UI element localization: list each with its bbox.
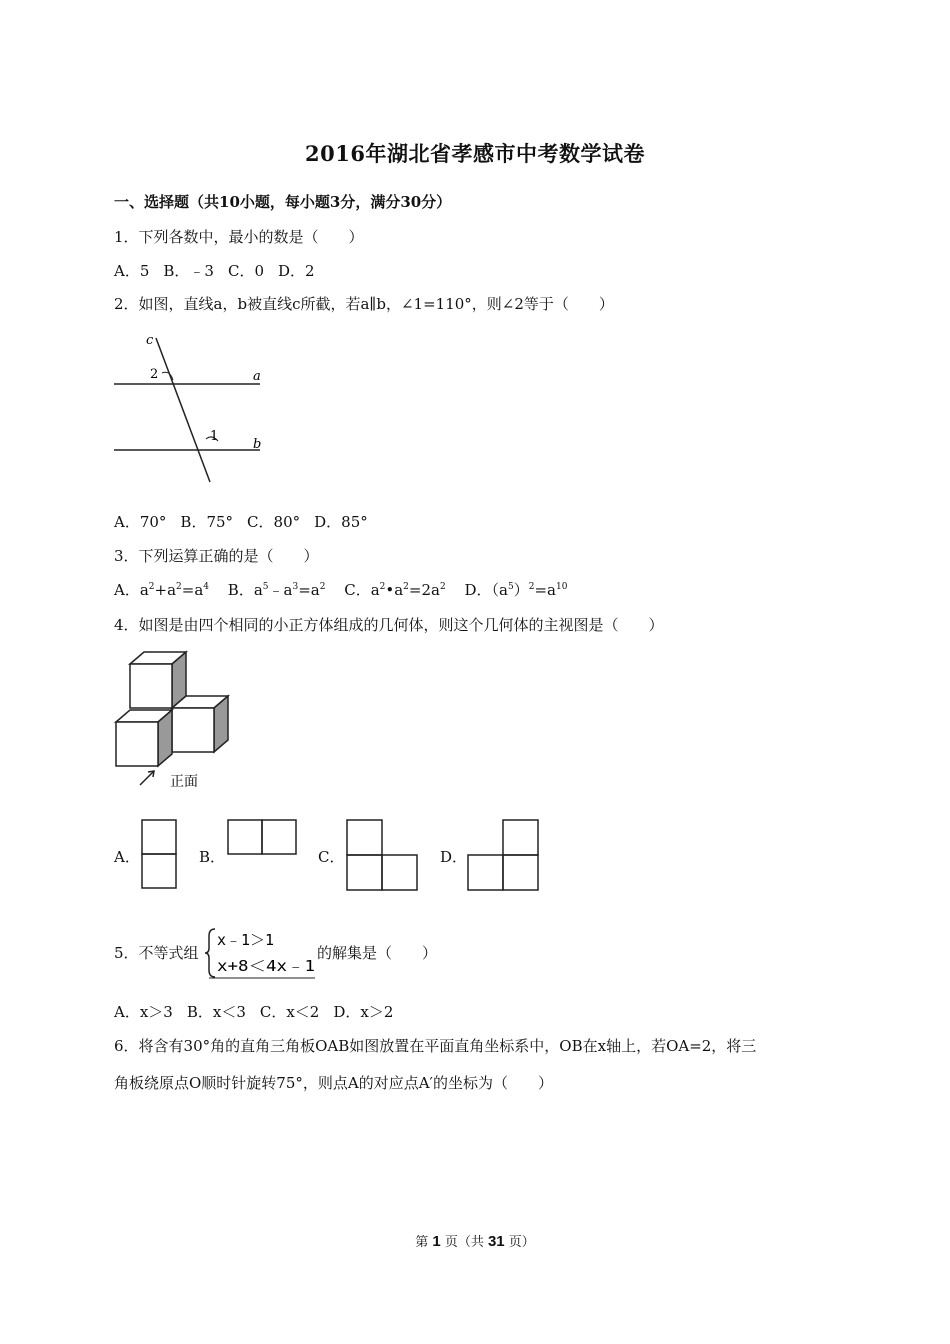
- label-b: b: [253, 437, 262, 452]
- q4-option-d-view: [466, 818, 542, 892]
- q5-option-b: B．x＜3: [186, 1003, 246, 1021]
- q5-option-d: D．x＞2: [333, 1003, 394, 1021]
- q5-stem-prefix: 5．不等式组: [114, 944, 199, 962]
- q3-option-b: B．$a^5﹣a^3=a^2$: [227, 581, 326, 599]
- q1-option-d: D．2: [278, 262, 315, 280]
- label-c: c: [146, 333, 154, 348]
- q2-option-a: A．70°: [114, 513, 167, 531]
- page-number: 1: [432, 1233, 441, 1250]
- q4-option-a-label: A．: [114, 848, 140, 866]
- q5-option-c: C．x＜2: [259, 1003, 320, 1021]
- left-brace: [205, 929, 215, 977]
- q3-option-c: C．$a^2•a^2=2a^2$: [344, 581, 446, 599]
- q1-options: [114, 260, 329, 281]
- q1-option-c: C．0: [227, 262, 264, 280]
- inequality-2: x+8＜4x﹣1: [217, 957, 315, 975]
- front-label: 正面: [170, 773, 198, 789]
- page-total: 31: [487, 1233, 505, 1250]
- parallel-lines-figure: [110, 330, 270, 490]
- q4-option-a-view: [140, 818, 180, 892]
- page-footer: 第 1 页（共 31 页）: [415, 1233, 535, 1250]
- label-a: a: [253, 369, 261, 384]
- q2-option-c: C．80°: [247, 513, 301, 531]
- line-c: [156, 338, 210, 482]
- q4-option-b-label: B．: [199, 848, 226, 866]
- q2-option-b: B．75°: [180, 513, 234, 531]
- q4-option-c-view: [345, 818, 421, 892]
- q5-option-a: A．x＞3: [114, 1003, 173, 1021]
- q5-stem-suffix: 的解集是（ ）: [317, 944, 438, 962]
- q6-line1: 6．将含有30°角的直角三角板OAB如图放置在平面直角坐标系中，OB在x轴上，若OA=2，将三: [114, 1037, 757, 1055]
- front-arrow: [140, 771, 154, 785]
- label-angle2: 2: [150, 367, 159, 382]
- q1-stem: 1．下列各数中，最小的数是（ ）: [114, 228, 364, 246]
- q2-option-d: D．85°: [314, 513, 368, 531]
- q4-stem: 4．如图是由四个相同的小正方体组成的几何体，则这个几何体的主视图是（ ）: [114, 616, 664, 634]
- q4-option-b-view: [226, 818, 300, 858]
- inequality-1: x﹣1＞1: [217, 931, 275, 949]
- q3-option-d: D．$(a^5)^2=a^{10}$: [464, 581, 568, 599]
- q3-stem: 3．下列运算正确的是（ ）: [114, 547, 319, 565]
- page-title: 2016年湖北省孝感市中考数学试卷: [305, 141, 645, 166]
- q1-option-b: B．﹣3: [163, 262, 214, 280]
- section-heading: 一、选择题（共10小题，每小题3分，满分30分）: [114, 193, 452, 211]
- q3-options: [114, 579, 581, 600]
- q3-option-a: A．$a^2+a^2=a^4$: [114, 581, 210, 599]
- inequality-system: [205, 926, 317, 980]
- q4-option-d-label: D．: [440, 848, 468, 866]
- q6-line2: 角板绕原点O顺时针旋转75°，则点A的对应点A′的坐标为（ ）: [114, 1074, 553, 1092]
- q5-options: [114, 1001, 407, 1022]
- q2-stem: 2．如图，直线a，b被直线c所截，若a∥b，∠1=110°，则∠2等于（ ）: [114, 295, 614, 313]
- q4-option-c-label: C．: [318, 848, 345, 866]
- q1-option-a: A．5: [114, 262, 150, 280]
- cubes-figure: [110, 648, 240, 793]
- label-angle1: 1: [210, 429, 219, 444]
- q2-options: [114, 511, 382, 532]
